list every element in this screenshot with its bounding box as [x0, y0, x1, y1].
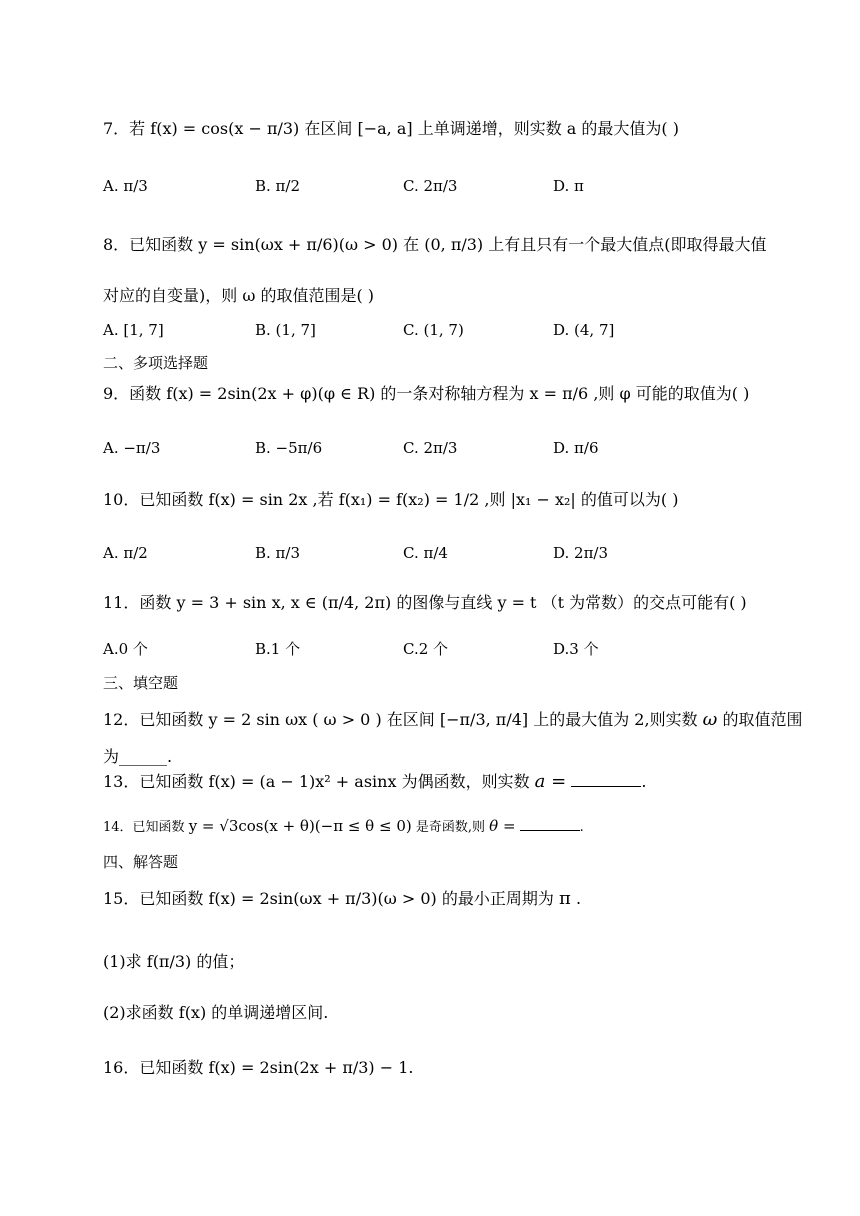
q12-end-text: 上的最大值为 2,则实数	[533, 710, 698, 729]
q14-number: 14．已知函数	[103, 820, 185, 835]
q15-period: π	[559, 888, 571, 909]
q9-option-b: B. −5π/6	[255, 439, 323, 457]
question-7	[103, 118, 780, 140]
q7-interval: [−a, a]	[357, 119, 413, 138]
q7-option-a: A. π/3	[103, 177, 148, 195]
q7-expression: f(x) = cos(x − π/3)	[150, 119, 300, 138]
q13-answer-blank	[571, 785, 641, 787]
q11-option-b: B.1 个	[255, 639, 301, 658]
q15-number: 15．已知函数	[103, 889, 204, 908]
q13-expression: f(x) = (a − 1)x² + asinx	[208, 772, 397, 791]
question-16	[103, 1057, 780, 1079]
q11-expression: y = 3 + sin x, x ∈ (π/4, 2π)	[176, 593, 392, 612]
q15-part-1-label: (1)求	[103, 952, 142, 971]
q7-mid-text: 在区间	[304, 119, 353, 138]
q12-number: 12．已知函数	[103, 710, 204, 729]
q8-mid-text: 在	[403, 235, 420, 254]
section-heading-fill-in: 三、填空题	[103, 674, 179, 692]
q12-expression: y = 2 sin ωx ( ω > 0 )	[208, 710, 382, 729]
question-15	[103, 888, 780, 910]
q15-expression: f(x) = 2sin(ωx + π/3)(ω > 0)	[208, 889, 437, 908]
q7-option-b: B. π/2	[255, 177, 301, 195]
q15-end-dot: .	[575, 889, 582, 908]
q8-interval: (0, π/3)	[424, 235, 484, 254]
q8-options	[103, 308, 783, 352]
section-heading-solve: 四、解答题	[103, 853, 179, 871]
q12-mid-text: 在区间	[386, 710, 435, 729]
q12-interval: [−π/3, π/4]	[439, 710, 529, 729]
q14-end-text: .	[579, 820, 584, 835]
q10-absolute-difference: |x₁ − x₂|	[510, 490, 576, 509]
q11-line-equation: y = t	[497, 593, 537, 612]
q15-part-1	[103, 951, 780, 973]
q10-option-a: A. π/2	[103, 544, 148, 562]
q8-end-text: 上有且只有一个最大值点(即取得最大值	[488, 235, 767, 254]
q10-mid-text-2: ,则	[484, 490, 506, 509]
q14-answer-blank	[520, 829, 580, 831]
q9-options	[103, 426, 783, 470]
q9-end-text: ,则 φ 可能的取值为( )	[593, 384, 750, 403]
q10-condition: f(x₁) = f(x₂) = 1/2	[338, 490, 480, 509]
q11-option-d: D.3 个	[553, 639, 599, 658]
q8-line-2: 对应的自变量)，则 ω 的取值范围是( )	[103, 286, 375, 305]
q13-mid-text: 为偶函数，则实数	[401, 772, 530, 791]
q16-expression: f(x) = 2sin(2x + π/3) − 1.	[208, 1058, 414, 1077]
q10-end-text: 的值可以为( )	[580, 490, 679, 509]
q16-number: 16．已知函数	[103, 1058, 204, 1077]
q8-expression: y = sin(ωx + π/6)(ω > 0)	[198, 235, 399, 254]
q15-part-2	[103, 1002, 780, 1024]
q10-number: 10．已知函数	[103, 490, 204, 509]
q11-option-c: C.2 个	[403, 639, 449, 658]
q8-number: 8．已知函数	[103, 235, 194, 254]
q11-options	[103, 626, 783, 670]
q7-end-text: 上单调递增，则实数 a 的最大值为( )	[417, 119, 679, 138]
question-10	[103, 489, 780, 511]
q15-part-1-expression: f(π/3)	[146, 952, 192, 971]
q13-number: 13．已知函数	[103, 772, 204, 791]
q9-axis-equation: x = π/6	[529, 384, 589, 403]
q10-mid-text: ,若	[312, 490, 334, 509]
q12-omega: ω	[702, 709, 718, 730]
question-14	[103, 815, 780, 839]
question-11	[103, 592, 780, 614]
q10-options	[103, 531, 783, 575]
question-8	[103, 234, 780, 256]
q13-variable: a =	[534, 771, 567, 792]
q14-expression: y = √3cos(x + θ)(−π ≤ θ ≤ 0)	[188, 817, 412, 835]
q15-part-2-expression: f(x)	[178, 1003, 207, 1022]
q12-line-2: 为______.	[103, 747, 173, 766]
q9-mid-text: 的一条对称轴方程为	[380, 384, 525, 403]
q11-end-text: （t 为常数）的交点可能有( )	[541, 593, 747, 612]
q7-options	[103, 164, 783, 208]
q15-part-2-end: 的单调递增区间.	[211, 1003, 329, 1022]
q10-expression: f(x) = sin 2x	[208, 490, 308, 509]
q15-part-1-end: 的值；	[196, 952, 245, 971]
q10-option-d: D. 2π/3	[553, 544, 609, 562]
q7-option-c: C. 2π/3	[403, 177, 458, 195]
q11-number: 11．函数	[103, 593, 172, 612]
q10-option-c: C. π/4	[403, 544, 448, 562]
q11-option-a: A.0 个	[103, 639, 148, 658]
q8-option-d: D. (4, 7]	[553, 321, 615, 339]
q13-end-text: .	[641, 772, 647, 791]
section-heading-multiple-choice: 二、多项选择题	[103, 354, 209, 372]
q12-end-text-2: 的取值范围	[722, 710, 803, 729]
question-13	[103, 771, 780, 793]
q11-mid-text: 的图像与直线	[396, 593, 493, 612]
q9-option-a: A. −π/3	[103, 439, 161, 457]
question-9	[103, 383, 780, 405]
q15-end-text: 的最小正周期为	[441, 889, 554, 908]
q15-part-2-label: (2)求函数	[103, 1003, 174, 1022]
q8-option-b: B. (1, 7]	[255, 321, 316, 339]
question-12	[103, 709, 803, 731]
q9-option-d: D. π/6	[553, 439, 599, 457]
q10-option-b: B. π/3	[255, 544, 301, 562]
q9-number: 9．函数	[103, 384, 162, 403]
q9-expression: f(x) = 2sin(2x + φ)(φ ∈ R)	[166, 384, 376, 403]
q7-number: 7．若	[103, 119, 146, 138]
q8-option-a: A. [1, 7]	[103, 321, 164, 339]
q9-option-c: C. 2π/3	[403, 439, 458, 457]
q14-mid-text: 是奇函数,则	[415, 820, 485, 835]
q8-option-c: C. (1, 7)	[403, 321, 464, 339]
q14-variable: θ =	[489, 817, 516, 835]
q7-option-d: D. π	[553, 177, 584, 195]
